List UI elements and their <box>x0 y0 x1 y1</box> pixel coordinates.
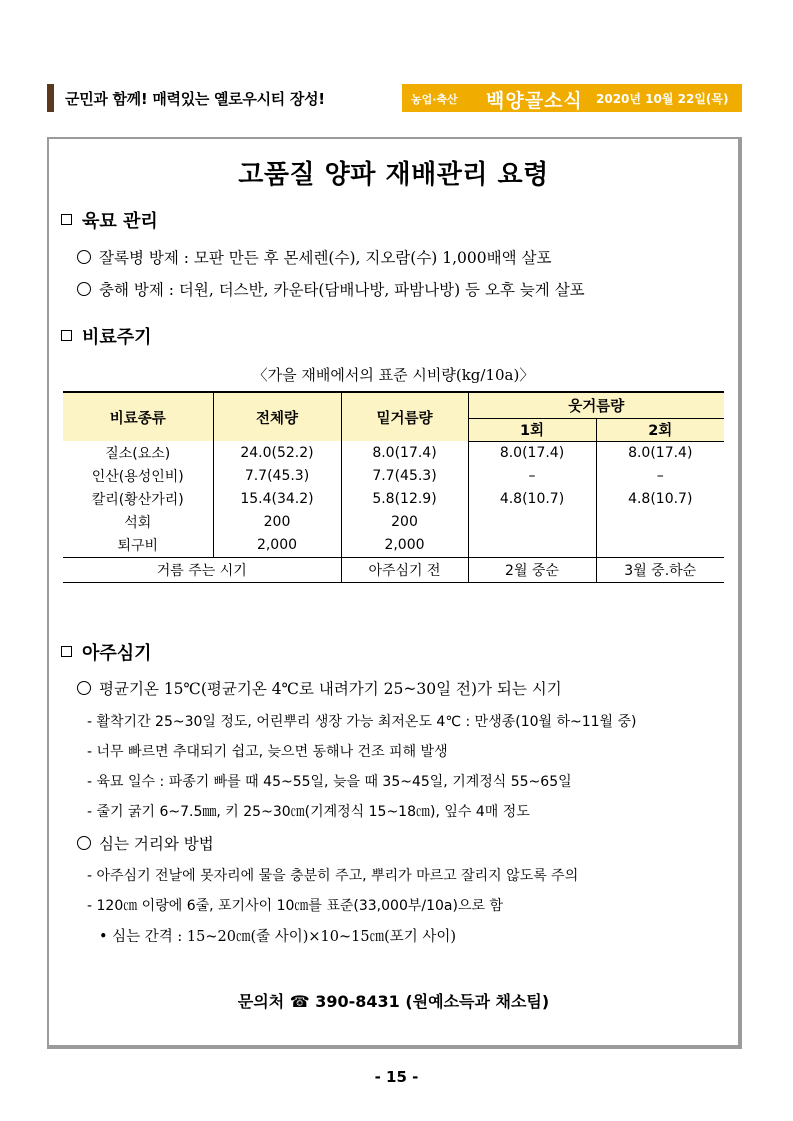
th-type: 비료종류 <box>63 392 213 441</box>
fertilizer-table-caption: 〈가을 재배에서의 표준 시비량(kg/10a)〉 <box>252 366 535 384</box>
th-top-dressing: 웃거름량 <box>468 392 724 418</box>
seedling-item-2: 충해 방제 : 더원, 더스반, 카운타(담배나방, 파밤나방) 등 오후 늦게 살포 <box>77 278 585 300</box>
th-second: 2회 <box>596 418 724 441</box>
header-newsletter-box <box>402 84 742 112</box>
circle-bullet-icon <box>77 250 91 264</box>
circle-bullet-icon <box>77 282 91 296</box>
page-number: - 15 - <box>374 1068 419 1086</box>
th-first: 1회 <box>468 418 596 441</box>
section-heading-transplant: 아주심기 <box>61 639 152 665</box>
circle-bullet-icon <box>77 681 91 695</box>
spacing-bullet: • 심는 간격 : 15~20㎝(줄 사이)×10~15㎝(포기 사이) <box>99 929 457 945</box>
th-total: 전체량 <box>213 392 341 441</box>
header-category: 농업·축산 <box>411 93 458 106</box>
square-bullet-icon <box>61 214 72 225</box>
square-bullet-icon <box>61 646 72 657</box>
th-basal: 밑거름량 <box>341 392 468 441</box>
table-row: 칼리(황산가리) 15.4(34.2) 5.8(12.9) 4.8(10.7) 4.8(10.7) <box>63 488 724 511</box>
transplant-sub-item: - 줄기 굵기 6~7.5㎜, 키 25~30㎝(기계정식 15~18㎝), 잎수 4매 정도 <box>87 804 530 820</box>
table-row: 퇴구비 2,000 2,000 <box>63 534 724 558</box>
table-row: 인산(용성인비) 7.7(45.3) 7.7(45.3) – – <box>63 465 724 488</box>
square-bullet-icon <box>61 330 72 341</box>
table-row: 석회 200 200 <box>63 511 724 534</box>
section-heading-fertilizer: 비료주기 <box>61 323 152 349</box>
table-row-timing: 거름 주는 시기 아주심기 전 2월 중순 3월 중.하순 <box>63 557 724 582</box>
transplant-sub-item: - 육묘 일수 : 파종기 빠를 때 45~55일, 늦을 때 35~45일, 기계정식 55~65일 <box>87 774 572 790</box>
transplant-point-2: 심는 거리와 방법 <box>77 832 214 854</box>
transplant-sub-item: - 120㎝ 이랑에 6줄, 포기사이 10㎝를 표준(33,000부/10a)으로 함 <box>87 898 503 914</box>
transplant-sub-item: - 활착기간 25~30일 정도, 어린뿌리 생장 가능 최저온도 4℃ : 만생종(10월 하~11월 중) <box>87 714 637 730</box>
seedling-item-1: 잘록병 방제 : 모판 만든 후 몬세렌(수), 지오람(수) 1,000배액 살포 <box>77 246 551 268</box>
contact-info: 문의처 ☎ 390-8431 (원예소득과 채소팀) <box>237 992 550 1011</box>
page-header <box>47 84 742 112</box>
circle-bullet-icon <box>77 836 91 850</box>
transplant-point-1: 평균기온 15℃(평균기온 4℃로 내려가기 25~30일 전)가 되는 시기 <box>77 677 562 699</box>
section-heading-seedling: 육묘 관리 <box>61 207 158 233</box>
transplant-sub-item: - 너무 빠르면 추대되기 쉽고, 늦으면 동해나 건조 피해 발생 <box>87 744 448 760</box>
article-title: 고품질 양파 재배관리 요령 <box>238 160 549 190</box>
transplant-sub-item: - 아주심기 전날에 못자리에 물을 충분히 주고, 뿌리가 마르고 잘리지 않도록 주의 <box>87 868 579 884</box>
header-newsletter-name: 백양골소식 <box>486 90 583 112</box>
header-date: 2020년 10월 22일(목) <box>596 92 729 106</box>
article-frame <box>47 137 742 1049</box>
header-slogan: 군민과 함께! 매력있는 옐로우시티 장성! <box>65 90 325 108</box>
table-row: 질소(요소) 24.0(52.2) 8.0(17.4) 8.0(17.4) 8.0(17.4) <box>63 441 724 465</box>
fertilizer-table <box>63 391 724 583</box>
header-accent-bar <box>47 84 54 112</box>
